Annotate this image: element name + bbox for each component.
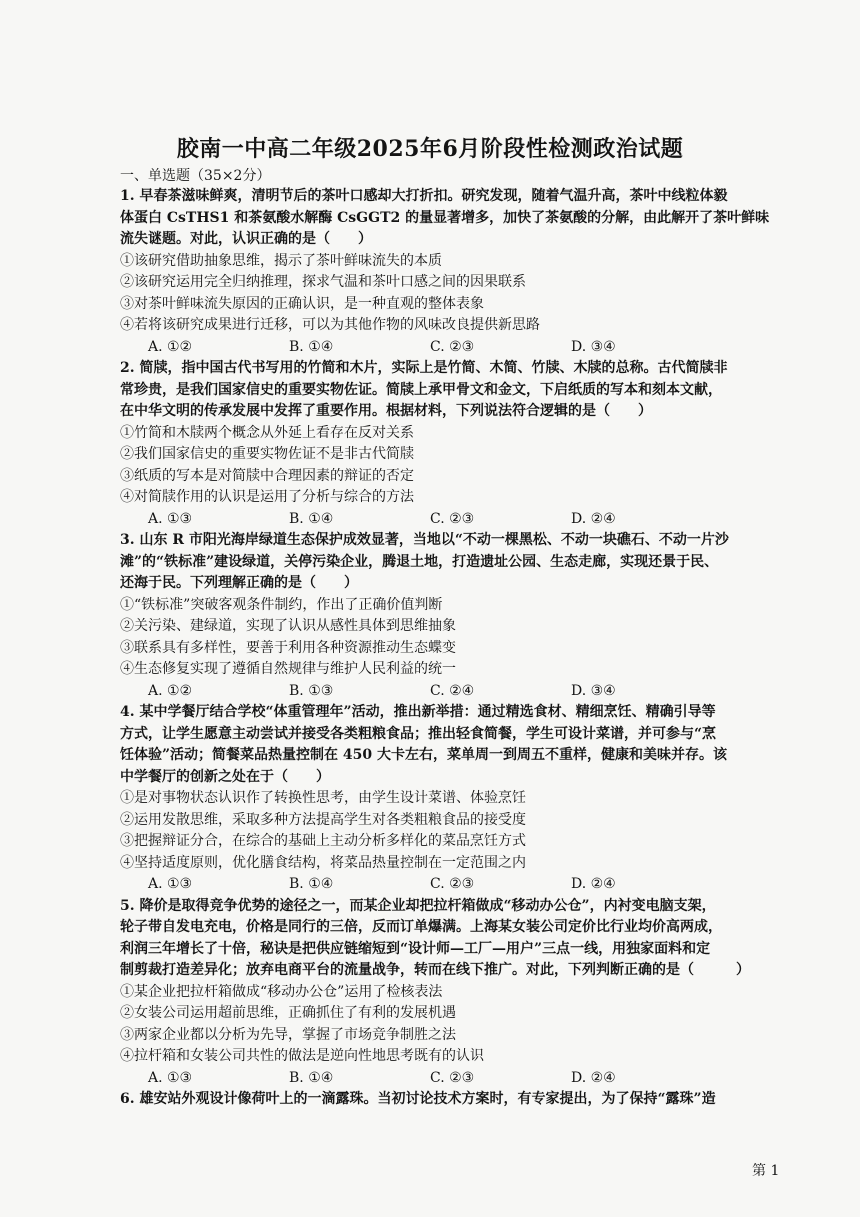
question-stem-line: 滩”的“铁标准”建设绿道，关停污染企业，腾退土地，打造遗址公园、生态走廊，实现还景于民、 xyxy=(120,553,719,570)
statement-item: ①“铁标准”突破客观条件制约，作出了正确价值判断 xyxy=(120,596,443,613)
question-3 xyxy=(120,530,786,702)
question-stem-line: 利润三年增长了十倍，秘诀是把供应链缩短到“设计师—工厂—用户”三点一线，用独家面料和定 xyxy=(120,940,711,957)
question-5 xyxy=(120,896,786,1090)
question-stem-line: 体蛋白 CsTHS1 和茶氨酸水解酶 CsGGT2 的量显著增多，加快了茶氨酸的分解，由此解开了茶叶鲜味 xyxy=(120,209,770,226)
answer-option[interactable]: A. ①② xyxy=(148,682,193,699)
answer-options xyxy=(120,337,786,359)
question-stem-line: 还海于民。下列理解正确的是（ ） xyxy=(120,575,358,591)
answer-option[interactable]: B. ①④ xyxy=(289,510,334,527)
statement-item: ②运用发散思维，采取多种方法提高学生对各类粗粮食品的接受度 xyxy=(120,811,526,828)
answer-option[interactable]: A. ①③ xyxy=(148,1069,193,1086)
answer-option[interactable]: B. ①③ xyxy=(289,682,334,699)
answer-option[interactable]: D. ③④ xyxy=(571,682,616,699)
statement-item: ③纸质的写本是对简牍中合理因素的辩证的否定 xyxy=(120,467,414,484)
answer-options xyxy=(120,874,786,896)
answer-option[interactable]: A. ①② xyxy=(148,338,193,355)
question-stem-line: 在中华文明的传承发展中发挥了重要作用。根据材料，下列说法符合逻辑的是（ ） xyxy=(120,403,652,419)
question-1 xyxy=(120,186,786,358)
statement-item: ①竹简和木牍两个概念从外延上看存在反对关系 xyxy=(120,424,414,441)
page-title: 胶南一中高二年级2025年6月阶段性检测政治试题 xyxy=(176,136,684,162)
answer-option[interactable]: C. ②③ xyxy=(430,876,475,892)
statement-item: ①某企业把拉杆箱做成“移动办公仓”运用了检核表法 xyxy=(120,983,443,1000)
answer-option[interactable]: D. ③④ xyxy=(571,338,616,355)
question-stem-line: 3. 山东 R 市阳光海岸绿道生态保护成效显著，当地以“不动一棵黑松、不动一块礁石、不动一片沙 xyxy=(120,532,729,548)
question-stem-line: 方式，让学生愿意主动尝试并接受各类粗粮食品；推出轻食简餐，学生可设计菜谱，并可参与“烹 xyxy=(120,725,717,742)
statement-item: ④若将该研究成果进行迁移，可以为其他作物的风味改良提供新思路 xyxy=(120,317,540,333)
answer-options xyxy=(120,509,786,531)
statement-item: ③联系具有多样性，要善于利用各种资源推动生态蝶变 xyxy=(120,639,456,656)
page-number: 第 1 xyxy=(752,1163,780,1179)
statement-item: ②我们国家信史的重要实物佐证不是非古代简牍 xyxy=(120,446,414,462)
question-stem-line: 2. 简牍，指中国古代书写用的竹简和木片，实际上是竹简、木简、竹牍、木牍的总称。古代简牍非 xyxy=(120,360,728,376)
statement-item: ④拉杆箱和女装公司共性的做法是逆向性地思考既有的认识 xyxy=(120,1048,484,1064)
answer-option[interactable]: A. ①③ xyxy=(148,876,193,892)
answer-options xyxy=(120,1068,786,1090)
question-stem-line: 6. 雄安站外观设计像荷叶上的一滴露珠。当初讨论技术方案时，有专家提出，为了保持“露珠”造 xyxy=(120,1091,716,1107)
statement-item: ③把握辩证分合，在综合的基础上主动分析多样化的菜品烹饪方式 xyxy=(120,833,526,849)
answer-option[interactable]: B. ①④ xyxy=(289,876,334,892)
statement-item: ③两家企业都以分析为先导，掌握了市场竞争制胜之法 xyxy=(120,1026,456,1043)
question-stem-line: 制剪裁打造差异化；放弃电商平台的流量战争，转而在线下推广。对此，下列判断正确的是（ ） xyxy=(120,962,750,978)
question-4 xyxy=(120,702,786,896)
answer-option[interactable]: D. ②④ xyxy=(571,1069,616,1086)
answer-option[interactable]: C. ②③ xyxy=(430,510,475,527)
question-6 xyxy=(120,1089,786,1111)
answer-option[interactable]: C. ②③ xyxy=(430,338,475,355)
answer-option[interactable]: A. ①③ xyxy=(148,510,193,527)
answer-option[interactable]: B. ①④ xyxy=(289,338,334,355)
question-list xyxy=(120,186,786,1111)
question-stem-line: 轮子带自发电充电，价格是同行的三倍，反而订单爆满。上海某女装公司定价比行业均价高两成， xyxy=(120,919,722,935)
answer-option[interactable]: C. ②③ xyxy=(430,1069,475,1086)
statement-item: ④对简牍作用的认识是运用了分析与综合的方法 xyxy=(120,489,414,505)
statement-item: ②关污染、建绿道，实现了认识从感性具体到思维抽象 xyxy=(120,618,456,634)
question-2 xyxy=(120,358,786,530)
question-stem-line: 饪体验”活动；简餐菜品热量控制在 450 大卡左右，菜单周一到周五不重样，健康和美味并存。该 xyxy=(120,747,728,763)
answer-options xyxy=(120,681,786,703)
statement-item: ①该研究借助抽象思维，揭示了茶叶鲜味流失的本质 xyxy=(120,252,442,269)
statement-item: ②女装公司运用超前思维，正确抓住了有利的发展机遇 xyxy=(120,1005,456,1021)
answer-option[interactable]: D. ②④ xyxy=(571,876,616,892)
question-stem-line: 1. 早春茶滋味鲜爽，清明节后的茶叶口感却大打折扣。研究发现，随着气温升高，茶叶中线粒体毅 xyxy=(120,188,728,204)
section-heading: 一、单选题（35×2分） xyxy=(120,168,271,184)
question-stem-line: 4. 某中学餐厅结合学校“体重管理年”活动，推出新举措：通过精选食材、精细烹饪、精确引导等 xyxy=(120,704,716,720)
question-stem-line: 常珍贵，是我们国家信史的重要实物佐证。简牍上承甲骨文和金文，下启纸质的写本和刻本文献， xyxy=(120,381,722,398)
answer-option[interactable]: B. ①④ xyxy=(289,1069,334,1086)
answer-option[interactable]: D. ②④ xyxy=(571,510,616,527)
statement-item: ③对茶叶鲜味流失原因的正确认识，是一种直观的整体表象 xyxy=(120,295,484,312)
statement-item: ④生态修复实现了遵循自然规律与维护人民利益的统一 xyxy=(120,661,456,677)
question-stem-line: 流失谜题。对此，认识正确的是（ ） xyxy=(120,231,372,247)
question-stem-line: 中学餐厅的创新之处在于（ ） xyxy=(120,768,330,785)
answer-option[interactable]: C. ②④ xyxy=(430,682,475,699)
statement-item: ④坚持适度原则，优化膳食结构，将菜品热量控制在一定范围之内 xyxy=(120,854,526,871)
statement-item: ②该研究运用完全归纳推理，探求气温和茶叶口感之间的因果联系 xyxy=(120,274,526,290)
question-stem-line: 5. 降价是取得竞争优势的途径之一，而某企业却把拉杆箱做成“移动办公仓”，内衬变电脑支架， xyxy=(120,897,716,914)
statement-item: ①是对事物状态认识作了转换性思考，由学生设计菜谱、体验烹饪 xyxy=(120,790,526,806)
